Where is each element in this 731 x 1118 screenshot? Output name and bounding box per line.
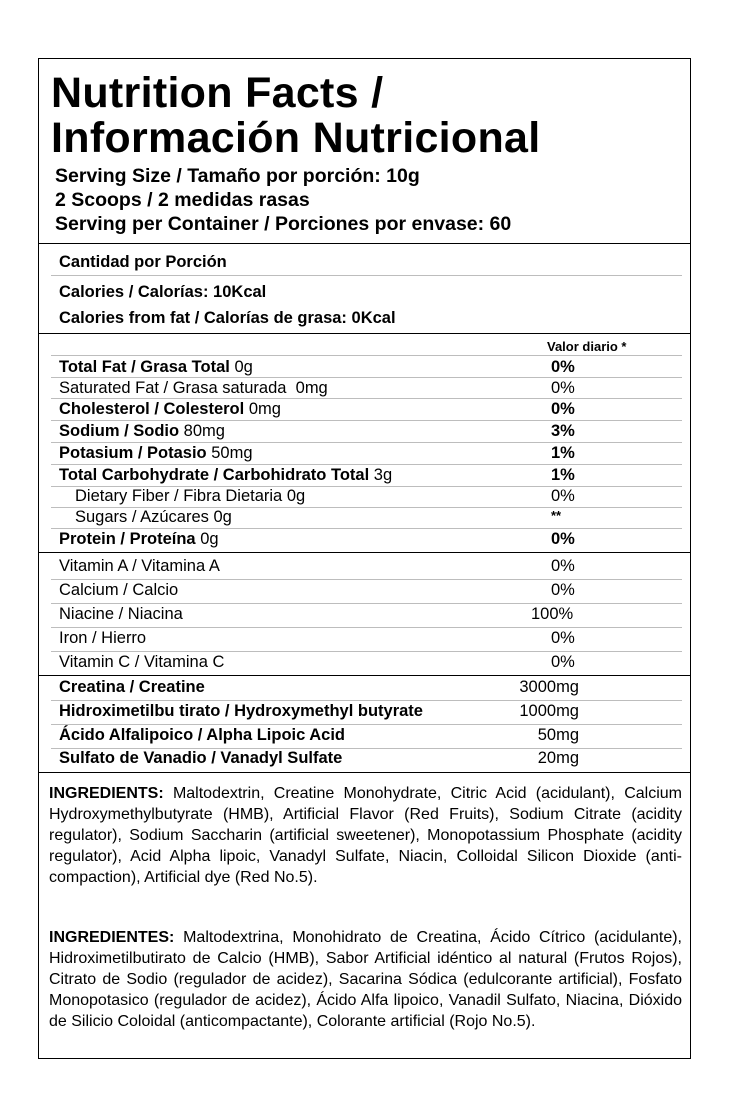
nutrient-cholesterol — [59, 400, 281, 419]
nutrient-amount: 0g — [234, 358, 253, 376]
nutrient-saturated-fat — [59, 379, 328, 398]
divider — [51, 651, 682, 652]
divider — [51, 603, 682, 604]
divider — [51, 579, 682, 580]
nutrient-potassium — [59, 444, 253, 463]
niacine: Niacine / Niacina — [59, 605, 183, 623]
nutrient-label: Dietary Fiber / Fibra Dietaria — [75, 487, 283, 505]
nutrient-pct: 0% — [551, 487, 575, 505]
nutrient-label: Sodium / Sodio — [59, 422, 180, 440]
vitamin-pct: 0% — [551, 629, 575, 647]
nutrient-sodium — [59, 422, 225, 441]
divider — [39, 675, 690, 676]
divider — [39, 552, 690, 553]
nutrient-amount: 50mg — [211, 444, 253, 462]
vitamin-c: Vitamin C / Vitamina C — [59, 653, 225, 671]
nutrition-facts-panel — [38, 58, 691, 1059]
nutrient-label: Sugars / Azúcares — [75, 508, 209, 526]
nutrient-amount: 0mg — [248, 400, 281, 418]
divider — [51, 398, 682, 399]
divider — [51, 700, 682, 701]
ingredients-english — [49, 783, 682, 888]
active-amount: 1000mg — [519, 702, 579, 720]
divider — [51, 724, 682, 725]
nutrient-amount: 0g — [286, 487, 306, 505]
nutrient-label: Cholesterol / Colesterol — [59, 400, 245, 418]
page-title — [51, 71, 541, 161]
vitamin-pct: 100% — [531, 605, 574, 623]
divider — [51, 528, 682, 529]
title-line-1: Nutrition Facts / — [51, 69, 384, 117]
ingredients-text: Maltodextrin, Creatine Monohydrate, Citric Acid (acidulant), Calcium Hydroxymethylbutyrate (HMB), Artificial Flavor (Red Fruits), Sodium Citrate (acidity regulator), Sodium Saccharin (artificial sweetener), Monopotassium Phosphate (acidity regulator), Acid Alpha lipoic, Vanadyl Sulfate, Niacin, Colloidal Silicon Dioxide (anti- compaction), Artificial dye (Red No.5). — [49, 785, 682, 886]
nutrient-pct: 1% — [551, 444, 575, 462]
nutrient-label: Total Carbohydrate / Carbohidrato Total — [59, 466, 370, 484]
nutrient-pct: 0% — [551, 400, 575, 418]
calories: Calories / Calorías: 10Kcal — [59, 283, 267, 301]
nutrient-pct: 3% — [551, 422, 575, 440]
serving-scoops: 2 Scoops / 2 medidas rasas — [55, 189, 310, 211]
nutrient-pct: ** — [551, 508, 562, 523]
nutrient-pct: 0% — [551, 530, 575, 548]
title-line-2: Información Nutricional — [51, 114, 541, 162]
vitamin-pct: 0% — [551, 653, 575, 671]
nutrient-protein — [59, 530, 219, 549]
iron: Iron / Hierro — [59, 629, 147, 647]
nutrient-label: Protein / Proteína — [59, 530, 196, 548]
nutrient-amount: 3g — [373, 466, 393, 484]
servings-per-container: Serving per Container / Porciones por envase: 60 — [55, 213, 512, 235]
active-amount: 3000mg — [519, 678, 579, 696]
ingredients-heading: INGREDIENTES: — [49, 929, 175, 946]
divider — [51, 442, 682, 443]
divider — [51, 627, 682, 628]
vitamin-pct: 0% — [551, 581, 575, 599]
divider — [51, 377, 682, 378]
active-amount: 20mg — [537, 749, 579, 767]
vitamin-a: Vitamin A / Vitamina A — [59, 557, 220, 575]
daily-value-header: Valor diario * — [547, 339, 627, 354]
divider — [39, 243, 690, 244]
nutrient-amount: 0mg — [295, 379, 328, 397]
amount-per-serving-header: Cantidad por Porción — [59, 253, 227, 271]
divider — [51, 355, 682, 356]
nutrient-label: Total Fat / Grasa Total — [59, 358, 230, 376]
active-hmb: Hidroximetilbu tirato / Hydroxymethyl butyrate — [59, 702, 423, 720]
serving-size: Serving Size / Tamaño por porción: 10g — [55, 165, 420, 187]
divider — [39, 333, 690, 334]
nutrient-label: Potasium / Potasio — [59, 444, 207, 462]
nutrient-amount: 80mg — [183, 422, 225, 440]
nutrient-amount: 0g — [200, 530, 219, 548]
active-alpha-lipoic-acid: Ácido Alfalipoico / Alpha Lipoic Acid — [59, 726, 346, 744]
nutrient-amount: 0g — [213, 508, 232, 526]
calcium: Calcium / Calcio — [59, 581, 179, 599]
nutrient-pct: 0% — [551, 358, 575, 376]
active-vanadyl-sulfate: Sulfato de Vanadio / Vanadyl Sulfate — [59, 749, 343, 767]
nutrient-sugars — [75, 508, 232, 527]
ingredients-heading: INGREDIENTS: — [49, 785, 164, 802]
ingredients-text: Maltodextrina, Monohidrato de Creatina, Ácido Cítrico (acidulante), Hidroximetilbutirato de Calcio (HMB), Sabor Artificial idéntico al natural (Frutos Rojos), Citrato de Sodio (regulador de acidez), Sacarina Sódica (edulcorante artificial), Fosfato Monopotasico (regulador de acidez), Ácido Alfa lipoico, Vanadil Sulfato, Niacina, Dióxido de Silicio Coloidal (anticompactante), Colorante artificial (Rojo No.5). — [49, 929, 682, 1030]
nutrient-pct: 0% — [551, 379, 575, 397]
divider — [51, 464, 682, 465]
vitamin-pct: 0% — [551, 557, 575, 575]
nutrient-total-carbohydrate — [59, 466, 392, 485]
ingredients-spanish — [49, 927, 682, 1032]
nutrient-pct: 1% — [551, 466, 575, 484]
nutrient-total-fat — [59, 358, 253, 377]
divider — [39, 772, 690, 773]
calories-from-fat: Calories from fat / Calorías de grasa: 0Kcal — [59, 309, 396, 327]
serving-info — [55, 164, 511, 236]
divider — [51, 275, 682, 276]
divider — [51, 420, 682, 421]
nutrient-dietary-fiber — [75, 487, 305, 506]
active-creatine: Creatina / Creatine — [59, 678, 205, 696]
nutrient-label: Saturated Fat / Grasa saturada — [59, 379, 287, 397]
active-amount: 50mg — [537, 726, 579, 744]
